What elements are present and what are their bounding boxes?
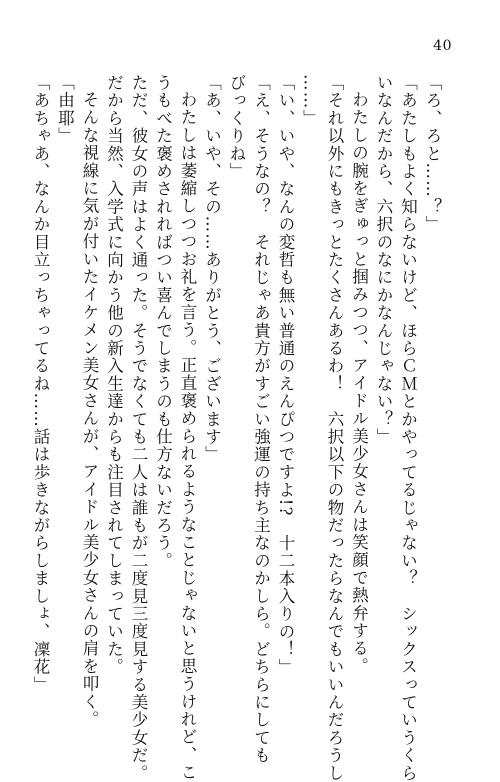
page-number: 40	[433, 38, 452, 54]
text-line: だから当然、入学式に向かう他の新入生達からも注目されてしまっていた。	[104, 74, 124, 676]
text-line: 「あたしもよく知らないけど、ほらＣＭとかやってるじゃない？ シックスっていうくら	[398, 74, 418, 782]
text-line: 「え、そうなの？ それじゃあ貴方がすごい強運の持ち主なのかしら。どちらにしても	[251, 74, 271, 765]
text-line: 「それ以外にもきっとたくさんあるわ！ 六択以下の物だったらなんでもいいんだろうし	[325, 74, 344, 782]
novel-text-block	[31, 74, 444, 782]
text-line: びっくりね」	[227, 74, 246, 181]
text-line: ただ、彼女の声はよく通った。そうでなくても二人は誰もが二度見三度見する美少女だ。	[129, 74, 148, 782]
text-line: わたしは萎縮しつつお礼を言う。正直褒められるようなことじゃないと思うけれど、こ	[178, 90, 197, 781]
text-line: 「あちゃあ、なんか目立っちゃってるね……話は歩きながらしましょ、凜花」	[31, 74, 50, 694]
text-line: 「ろ、ろと……？」	[423, 74, 442, 234]
text-line: うもべた褒めされればつい喜んでしまうのも仕方ないだろう。	[153, 74, 173, 570]
text-line: そんな視線に気が付いたイケメン美女さんが、アイドル美少女さんの肩を叩く。	[80, 90, 99, 728]
text-line: わたしの腕をぎゅっと掴みつつ、アイドル美少女さんは笑顔で熱弁する。	[349, 90, 369, 675]
text-line: いなんだから、六択のなにかなんじゃない？」	[374, 74, 393, 446]
text-line: 「由耶」	[55, 74, 75, 145]
text-line: ……」	[300, 74, 320, 128]
text-line: 「い、いや、なんの変哲も無い普通のえんぴつですよ!? 十二本入りの！」	[276, 74, 295, 676]
text-line: 「あ、いや、その……ありがとう、ございます」	[202, 74, 222, 464]
